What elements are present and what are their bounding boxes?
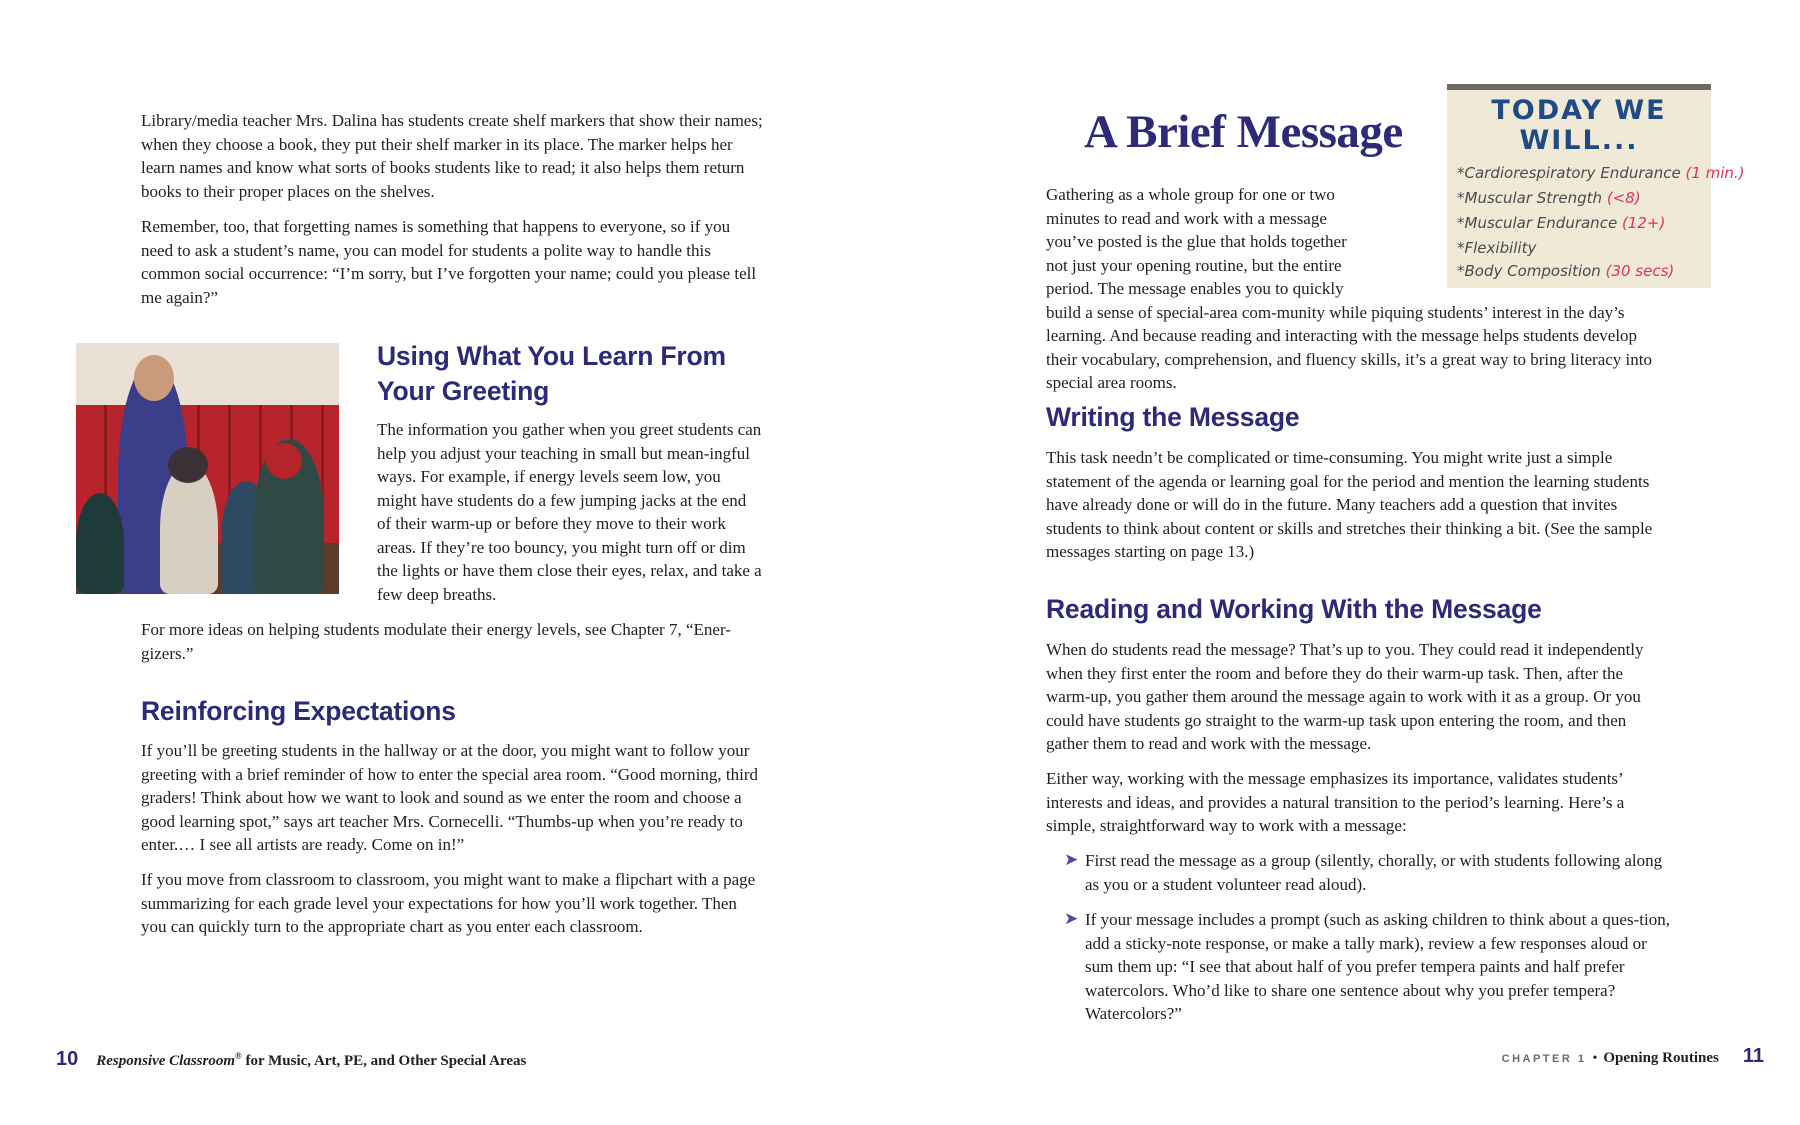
paragraph-either-way: Either way, working with the message emphasizes its importance, validates students’ interests and ideas, and provides a natural transition to the period’s learning. Here’s a simple, straightforward way to work with a message: xyxy=(1046,769,1625,835)
page-title: A Brief Message xyxy=(1084,106,1403,158)
page-number: 10 xyxy=(56,1048,79,1070)
footer-chapter-label: CHAPTER 1 xyxy=(1501,1053,1587,1065)
right-footer xyxy=(1480,1044,1764,1068)
paragraph-greeting-hallway: If you’ll be greeting students in the hallway or at the door, you might want to follow your greeting with a brief reminder of how to enter the special area room. “Good morning, third graders! Think about how we want to look and sound as we enter the room and choose a good learning spot,” says art teacher Mrs. Cornecelli. “Thumbs-up when you’re ready to enter.… I see all artists are ready. Come on in!” xyxy=(141,741,758,854)
bullet-text: If your message includes a prompt (such as asking children to think about a ques-tion, add a sticky-note response, or make a tally mark), review a few responses aloud or sum them up: “I see that about half of you prefer tempera paints and half prefer watercolors. Who’d like to share one sentence about why you prefer tempera? Watercolors?” xyxy=(1085,910,1670,1023)
board-item xyxy=(1457,164,1745,182)
paragraph-using-greeting: The information you gather when you greet students can help you adjust your teaching in small but mean-ingful ways. For example, if energy levels seem low, you might have students do a few jumping jacks at the end of their warm-up or before they move to their work areas. If they’re too bouncy, you might turn off or dim the lights or have them close their eyes, relax, and take a few deep breaths. xyxy=(377,420,762,604)
footer-book-title xyxy=(96,1053,526,1069)
board-item-note: (<8) xyxy=(1606,189,1641,207)
paragraph-writing: This task needn’t be complicated or time-consuming. You might write just a simple statement of the agenda or learning goal for the period and mention the learning students have already done or will do in the future. Many teachers add a question that invites students to think about content or skills and stretches their thinking a bit. (See the sample messages starting on page 13.) xyxy=(1046,448,1653,561)
board-title-line-2: WILL... xyxy=(1519,125,1639,156)
board-item-text: *Body Composition xyxy=(1457,262,1601,280)
board-item-note: (12+) xyxy=(1621,214,1666,232)
board-item-text: *Muscular Endurance xyxy=(1457,214,1618,232)
board-item xyxy=(1457,214,1665,232)
left-footer xyxy=(56,1044,526,1068)
board-item xyxy=(1457,239,1536,257)
heading-writing-the-message: Writing the Message xyxy=(1046,402,1300,432)
bullet-item xyxy=(1064,908,1675,1026)
footer-book-title-italic: Responsive Classroom xyxy=(96,1053,236,1069)
board-title-line-1: TODAY WE xyxy=(1491,95,1667,126)
heading-reading-and-working: Reading and Working With the Message xyxy=(1046,594,1542,624)
paragraph-more-ideas: For more ideas on helping students modulate their energy levels, see Chapter 7, “Ener-gizers.” xyxy=(141,620,731,663)
footer-book-title-rest: for Music, Art, PE, and Other Special Areas xyxy=(241,1053,527,1069)
board-item xyxy=(1457,189,1641,207)
paragraph-shelf-markers: Library/media teacher Mrs. Dalina has students create shelf markers that show their names; when they choose a book, they put their shelf marker in its place. The marker helps her learn names and know what sorts of books students like to read; it also helps them return books to their proper places on the shelves. xyxy=(141,111,763,201)
bullet-item xyxy=(1064,849,1675,896)
footer-dot: • xyxy=(1592,1051,1598,1066)
board-item-note: (1 min.) xyxy=(1685,164,1745,182)
board-item-text: *Flexibility xyxy=(1457,239,1537,257)
board-item-text: *Muscular Strength xyxy=(1457,189,1603,207)
paragraph-forgetting-names: Remember, too, that forgetting names is something that happens to everyone, so if you need to ask a student’s name, you can model for students a polite way to handle this common social occurrence: “I’m sorry, but I’ve forgotten your name; could you please tell me again?” xyxy=(141,217,757,307)
board-item-note: (30 secs) xyxy=(1605,262,1675,280)
arrow-bullet-icon: ➤ xyxy=(1064,909,1079,929)
footer-chapter-title: Opening Routines xyxy=(1603,1050,1719,1066)
board-item-text: *Cardiorespiratory Endurance xyxy=(1457,164,1681,182)
footer-registered-mark: ® xyxy=(235,1051,242,1061)
students-photo xyxy=(76,343,339,594)
page-number: 11 xyxy=(1742,1045,1764,1067)
arrow-bullet-icon: ➤ xyxy=(1064,850,1079,870)
intro-text: Gathering as a whole group for one or two minutes to read and work with a message you’ve posted is the glue that holds together not just your opening routine, but the entire period. The message enables you to quickly build a sense of special-area com-munity while piquing students’ interest in the day’s learning. And because reading and interacting with the message helps students develop their vocabulary, comprehension, and fluency skills, it’s a great way to bring literacy into special area rooms. xyxy=(1046,185,1652,392)
heading-using-what-you-learn: Using What You Learn From Your Greeting xyxy=(377,341,726,406)
board-item xyxy=(1457,262,1674,280)
bullet-text: First read the message as a group (silently, chorally, or with students following along as you or a student volunteer read aloud). xyxy=(1085,851,1663,894)
heading-reinforcing-expectations: Reinforcing Expectations xyxy=(141,696,456,726)
paragraph-reading-when: When do students read the message? That’s up to you. They could read it independently when they first enter the room and before they do their warm-up task. Then, after the warm-up, you gather them around the message again to work with it as a group. Or you could have students go straight to the warm-up task upon entering the room, and then gather them to read and work with the message. xyxy=(1046,640,1644,753)
paragraph-flipchart: If you move from classroom to classroom, you might want to make a flipchart with a page summarizing for each grade level your expectations for how you’ll work together. Then you can quickly turn to the appropriate chart as you enter each classroom. xyxy=(141,870,756,936)
whiteboard-photo xyxy=(1447,84,1745,288)
